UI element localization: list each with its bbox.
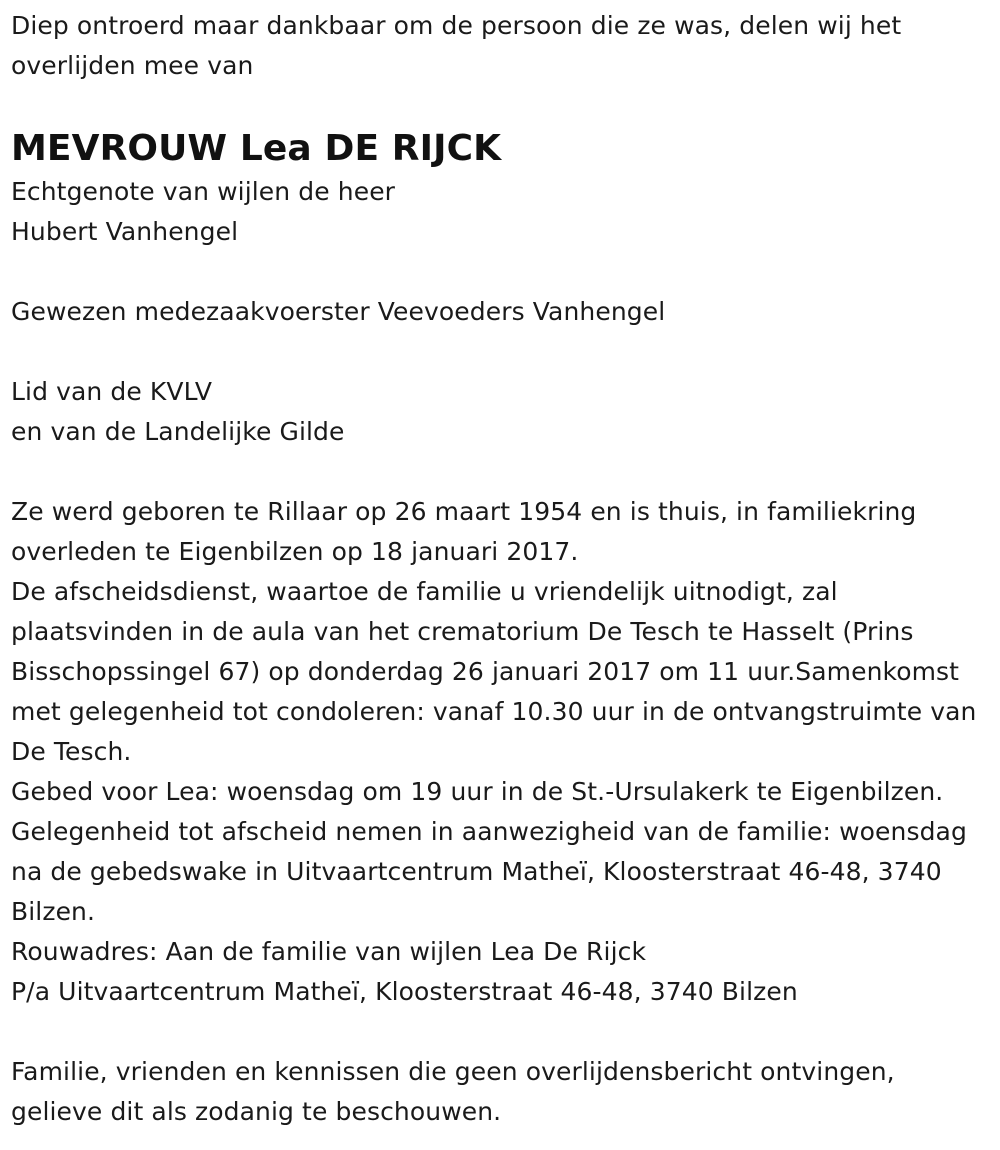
prayer-text: Gebed voor Lea: woensdag om 19 uur in de St.-Ursulakerk te Eigenbilzen.	[11, 777, 944, 806]
membership-line-2: en van de Landelijke Gilde	[11, 417, 345, 446]
service-text: De afscheidsdienst, waartoe de familie u vriendelijk uitnodigt, zal plaatsvinden in de aula van het crematorium De Tesch te Hasselt (Prins Bisschopssingel 67) op donderdag 26 januari 2017 om 11 uur.Samenkomst met gelegenheid tot condoleren: vanaf 10.30 uur in de ontvangstruimte van De Tesch.	[11, 577, 977, 766]
address-line-1: Rouwadres: Aan de familie van wijlen Lea De Rijck	[11, 937, 647, 966]
intro-text: Diep ontroerd maar dankbaar om de persoon die ze was, delen wij het overlijden mee van	[11, 11, 902, 80]
address-line-2: P/a Uitvaartcentrum Matheï, Kloosterstraat 46-48, 3740 Bilzen	[11, 977, 798, 1006]
occupation-text: Gewezen medezaakvoerster Veevoeders Vanhengel	[11, 297, 666, 326]
details-section	[11, 492, 990, 1012]
membership-info	[11, 372, 990, 452]
spouse-line-2: Hubert Vanhengel	[11, 217, 239, 246]
spouse-line-1: Echtgenote van wijlen de heer	[11, 177, 396, 206]
deceased-name: MEVROUW Lea DE RIJCK	[11, 128, 502, 169]
closing-text: Familie, vrienden en kennissen die geen overlijdensbericht ontvingen, gelieve dit als zodanig te beschouwen.	[11, 1057, 895, 1126]
membership-line-1: Lid van de KVLV	[11, 377, 213, 406]
farewell-text: Gelegenheid tot afscheid nemen in aanwezigheid van de familie: woensdag na de gebedswake in Uitvaartcentrum Matheï, Kloosterstraat 46-48, 3740 Bilzen.	[11, 817, 967, 926]
birth-death-text: Ze werd geboren te Rillaar op 26 maart 1954 en is thuis, in familiekring overleden te Eigenbilzen op 18 januari 2017.	[11, 497, 917, 566]
spouse-info	[11, 172, 990, 252]
